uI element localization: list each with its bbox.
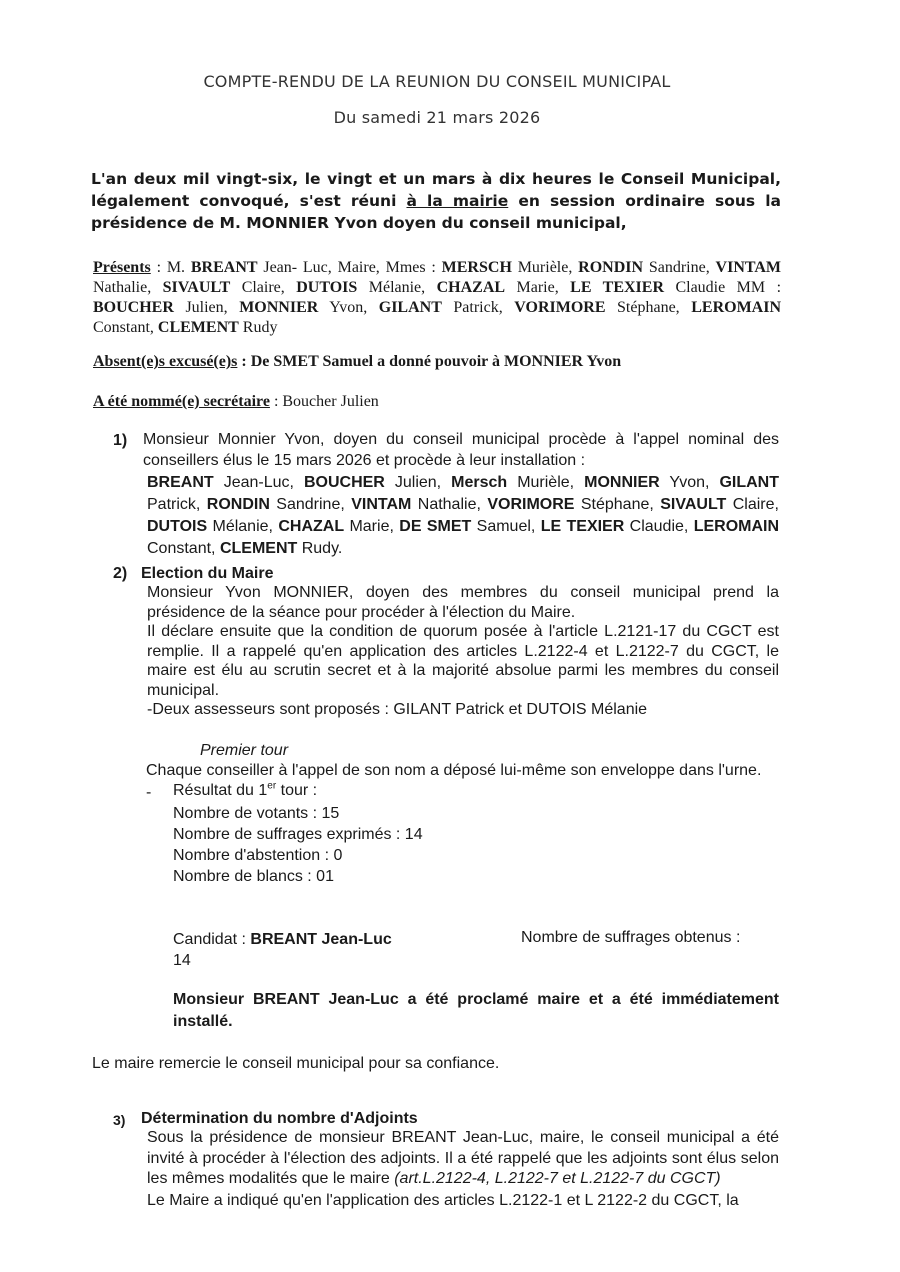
candidat-line (173, 929, 392, 950)
absents-text: : De SMET Samuel a donné pouvoir à MONNIER Yvon (237, 353, 622, 370)
member-name: MERSCH (441, 259, 512, 276)
councillor-first: Samuel, (471, 518, 541, 535)
member-first: Yvon, (318, 299, 379, 316)
abstention-count: Nombre d'abstention : 0 (173, 847, 343, 864)
councillor-first: Yvon, (659, 474, 720, 491)
councillor-first: Claudie, (624, 518, 694, 535)
member-first: Rudy (238, 319, 278, 336)
councillor-first: Mélanie, (207, 518, 279, 535)
section1-number: 1) (113, 432, 128, 449)
presents-sep: : M. (150, 259, 191, 276)
councillor-name: CLEMENT (219, 540, 298, 557)
councillor-name: CHAZAL (278, 518, 345, 535)
section3-number: 3) (113, 1112, 126, 1128)
councillor-name: GILANT (719, 474, 779, 491)
member-name: LE TEXIER (570, 279, 665, 296)
member-name: CLEMENT (157, 319, 239, 336)
councillor-name: BREANT (147, 474, 214, 491)
councillor-name: VINTAM (351, 496, 412, 513)
councillor-first: Murièle, (507, 474, 585, 491)
preamble-text-end: en session ordinaire sous la présidence de M. MONNIER Yvon doyen du conseil municipal, (91, 192, 781, 232)
result-heading-text: Résultat du 1 (173, 782, 268, 799)
suffrages-value: 14 (173, 952, 191, 969)
councillor-name: MONNIER (584, 474, 660, 491)
presents-label: Présents (93, 259, 151, 276)
result-heading-sup: er (267, 780, 277, 792)
candidat-label: Candidat : (173, 931, 251, 948)
section1-councillors (147, 472, 779, 560)
section2-title: Election du Maire (141, 565, 274, 582)
result-dash: - (146, 784, 152, 801)
councillor-first: Stéphane, (574, 496, 661, 513)
absents-label: Absent(e)s excusé(e)s (93, 353, 238, 370)
member-first: Julien, (173, 299, 240, 316)
member-first: Murièle, (511, 259, 579, 276)
member-first: Claudie MM : (664, 279, 782, 296)
councillor-first: Jean-Luc, (213, 474, 304, 491)
member-first: Nathalie, (93, 279, 163, 296)
secretaire-text: : Boucher Julien (269, 393, 379, 410)
document-title: COMPTE-RENDU DE LA REUNION DU CONSEIL MUNICIPAL (203, 72, 671, 91)
member-name: BOUCHER (93, 299, 174, 316)
remerciement: Le maire remercie le conseil municipal pour sa confiance. (92, 1055, 500, 1072)
votants-count: Nombre de votants : 15 (173, 805, 340, 822)
absents-paragraph (93, 352, 781, 372)
section3-title: Détermination du nombre d'Adjoints (141, 1110, 418, 1127)
councillor-name: DUTOIS (147, 518, 208, 535)
section3-paragraph2: Le Maire a indiqué qu'en l'application des articles L.2122-1 et L 2122-2 du CGCT, la (147, 1192, 739, 1209)
preamble-underlined: à la mairie (406, 192, 509, 210)
proclamation: Monsieur BREANT Jean-Luc a été proclamé maire et a été immédiatement installé. (173, 991, 779, 1030)
member-name: CHAZAL (436, 279, 506, 296)
suffrages-label: Nombre de suffrages obtenus : (521, 929, 741, 946)
preamble-paragraph (91, 168, 781, 234)
urne-sentence: Chaque conseiller à l'appel de son nom a déposé lui-même son enveloppe dans l'urne. (146, 762, 762, 779)
councillor-name: Mersch (451, 474, 508, 491)
member-name: RONDIN (578, 259, 644, 276)
member-first: Mélanie, (357, 279, 437, 296)
exprimes-count: Nombre de suffrages exprimés : 14 (173, 826, 423, 843)
member-first: Sandrine, (643, 259, 716, 276)
result-heading-end: tour : (276, 782, 318, 799)
premier-tour-heading: Premier tour (200, 742, 289, 759)
secretaire-paragraph (93, 392, 781, 412)
councillor-name: LEROMAIN (693, 518, 780, 535)
secretaire-label: A été nommé(e) secrétaire (93, 393, 270, 410)
councillor-name: DE SMET (399, 518, 472, 535)
member-name: SIVAULT (162, 279, 231, 296)
section2-paragraph1: Monsieur Yvon MONNIER, doyen des membres du conseil municipal prend la présidence de la séance pour procéder à l'élection du Maire. (147, 584, 779, 621)
section3-paragraph1-text: Sous la présidence de monsieur BREANT Jean-Luc, maire, le conseil municipal a été invité à procéder à l'élection des adjoints. Il a été rappelé que les adjoints sont élus selon les mêmes modalités que le maire (147, 1129, 779, 1187)
member-name: VINTAM (715, 259, 782, 276)
member-first: Patrick, (441, 299, 515, 316)
councillor-first: Patrick, (147, 496, 207, 513)
councillor-name: LE TEXIER (540, 518, 625, 535)
section3-paragraph1-ref: (art.L.2122-4, L.2122-7 et L.2122-7 du CGCT) (394, 1170, 721, 1187)
candidat-name: BREANT Jean-Luc (250, 931, 392, 948)
section3-paragraph1 (147, 1128, 779, 1190)
councillor-first: Rudy. (297, 540, 343, 557)
member-name: MONNIER (239, 299, 319, 316)
councillor-first: Claire, (726, 496, 779, 513)
preamble-text: L'an deux mil vingt-six, le vingt et un mars à dix heures le Conseil Municipal, légalement convoqué, s'est réuni (91, 170, 781, 210)
result-heading (173, 780, 317, 801)
councillor-first: Julien, (384, 474, 452, 491)
section2-paragraph2: Il déclare ensuite que la condition de quorum posée à l'article L.2121-17 du CGCT est remplie. Il a rappelé qu'en application des articles L.2122-4 et L.2122-7 du CGCT, le maire est élu au scrutin secret et à la majorité absolue parmi les membres du conseil municipal. (147, 623, 779, 699)
member-name: GILANT (378, 299, 442, 316)
section2-number: 2) (113, 565, 128, 582)
member-first: Jean- Luc, Maire, Mmes : (257, 259, 442, 276)
member-name: BREANT (190, 259, 258, 276)
member-first: Constant, (93, 319, 158, 336)
member-name: DUTOIS (296, 279, 358, 296)
councillor-first: Marie, (344, 518, 400, 535)
councillor-name: VORIMORE (487, 496, 575, 513)
councillor-name: RONDIN (206, 496, 270, 513)
section1-intro: Monsieur Monnier Yvon, doyen du conseil municipal procède à l'appel nominal des conseillers élus le 15 mars 2026 et procède à leur installation : (143, 431, 779, 469)
section2-assesseurs: -Deux assesseurs sont proposés : GILANT Patrick et DUTOIS Mélanie (147, 701, 648, 718)
councillor-first: Sandrine, (269, 496, 352, 513)
member-name: VORIMORE (514, 299, 606, 316)
councillor-first: Constant, (147, 540, 220, 557)
member-name: LEROMAIN (691, 299, 781, 316)
councillor-name: SIVAULT (660, 496, 727, 513)
presents-paragraph (93, 258, 781, 338)
member-first: Stéphane, (605, 299, 692, 316)
member-first: Marie, (505, 279, 571, 296)
councillor-name: BOUCHER (303, 474, 385, 491)
document-date: Du samedi 21 mars 2026 (333, 108, 541, 127)
member-first: Claire, (230, 279, 297, 296)
councillor-first: Nathalie, (411, 496, 488, 513)
blancs-count: Nombre de blancs : 01 (173, 868, 334, 885)
